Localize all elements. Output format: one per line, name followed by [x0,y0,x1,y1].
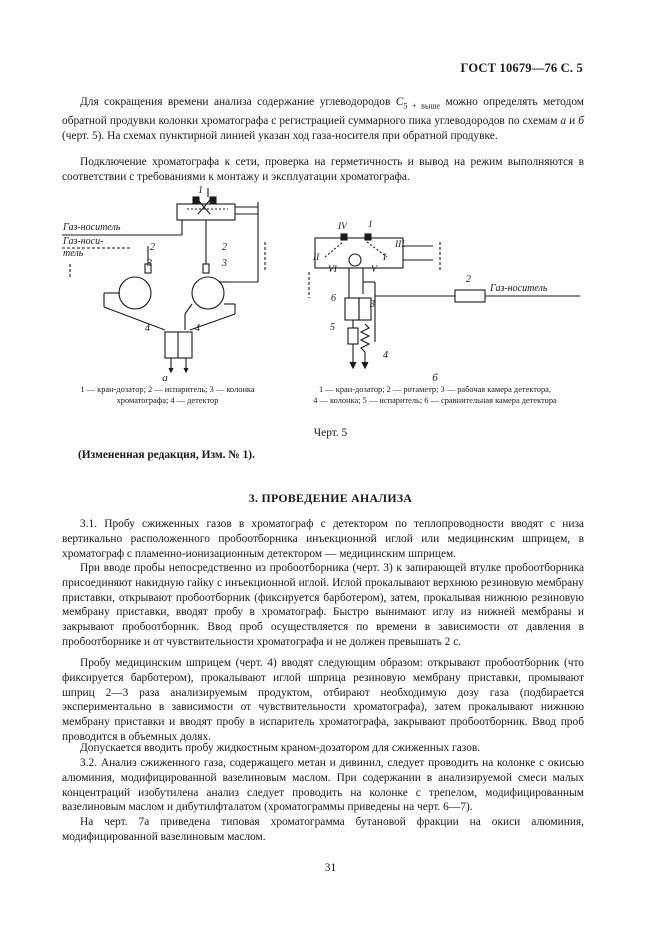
scheme-a-letter: а [162,372,168,384]
section-title: 3. ПРОВЕДЕНИЕ АНАЛИЗА [248,491,413,505]
scheme-b-diagram [305,212,585,377]
scheme-a-evaporator-right [203,264,209,273]
paragraph-7a: На черт. 7а приведена типовая хроматограмма бутановой фракции на окиси алюминия, модифицированной вазелиновым маслом. [62,816,584,843]
scheme-a-dosing-valve [177,204,235,220]
scheme-a-caption: 1 — кран-дозатор; 2 — испаритель; 3 — колонка хроматографа; 4 — детектор [80,385,255,405]
page-header: ГОСТ 10679—76 С. 5 [460,61,583,75]
scheme-b-num-3: 3 [370,299,375,310]
paragraph-syringe: Пробу медицинским шприцем (черт. 4) вводят следующим образом: открывают пробоотборник (что фиксируется барботером), прокалывают иглой шприца резиновую мембрану приставки, промывают шприц 2—3 раза анализируемым продуктом, отбирают необходимую дозу газа (подбирается экспериментально в зависимости от чувствительности хроматографа), затем прокалывают нижнюю мембрану приставки и вводят пробу в испаритель хроматографа, закрывают пробоотборник. Ввод проб проводится в объемных долях. [62,657,584,743]
scheme-b-num-5: 5 [330,322,335,333]
figure-title: Черт. 5 [313,427,348,439]
paragraph-valve: Допускается вводить пробу жидкостным краном-дозатором для сжиженных газов. [80,742,481,754]
intro-paragraph-2: Подключение хроматографа к сети, проверка на герметичность и вывод на режим выполняются в соответствии с требованиями к монтажу и эксплуатации хроматографа. [62,156,584,183]
scheme-b-num-2: 2 [466,274,471,285]
scheme-a-num-3b: 3 [222,258,227,269]
scheme-a-num-2a: 2 [150,242,155,253]
scheme-b-detector-reference [345,298,359,320]
amendment-note: (Измененная редакция, Изм. № 1). [78,449,255,461]
scheme-b-evaporator [348,328,358,344]
scheme-b-caption: 1 — кран-дозатор; 2 — ротаметр; 3 — рабочая камера детектора, 4 — колонка; 5 — испаритель; 6 — сравнительная камера детектора [313,385,557,405]
scheme-a-diagram [60,182,290,382]
scheme-b-label-ii: II [313,253,320,263]
scheme-b-num-4: 4 [383,350,388,361]
paragraph-3-1: 3.1. Пробу сжиженных газов в хроматограф с детектором по теплопроводности вводят с низа вертикально расположенного пробоотборника инъекционной иглой или медицинским шприцем, в хроматограф с пламенно-ионизационным детектором — медицинским шприцем. [62,518,584,560]
scheme-b-num-6: 6 [331,293,336,304]
page-number: 31 [324,862,337,874]
scheme-b-rotameter [455,290,485,302]
scheme-a-num-1: 1 [198,185,203,196]
scheme-b-column [361,324,369,352]
scheme-a-num-3a: 3 [147,258,152,269]
scheme-a-num-4a: 4 [145,323,150,334]
scheme-b-label-1: 1 [368,220,373,230]
scheme-a-label-gas-carrier2a: Газ-носи- [63,236,104,247]
scheme-b-label-v: V [371,265,377,275]
scheme-b-letter: б [432,372,438,384]
scheme-a-num-4b: 4 [195,323,200,334]
scheme-b-dosing-valve [315,238,403,268]
scheme-b-label-iii: III [395,240,405,250]
intro-paragraph-1: Для сокращения времени анализа содержание углеводородов $C_{5 + выше}$ можно определять методом обратной продувки колонки хроматографа с регистрацией суммарного пика углеводородов по схемам а и б (черт. 5). На схемах пунктирной линией указан ход газа-носителя при обратной продувке. [62,96,585,142]
scheme-a-column-left [119,277,151,309]
paragraph-3-2: 3.2. Анализ сжиженного газа, содержащего метан и дивинил, следует проводить на колонке с окисью алюминия, модифицированной вазелиновым маслом. При содержании в анализируемой смеси малых концентраций изобутилена анализ следует проводить на колонке с трепелом, модифицированным вазелиновым маслом и дибутилфталатом (хроматограммы приведены на черт. 6—7). [62,757,584,814]
scheme-b-label-gas-carrier: Газ-носитель [490,283,548,294]
scheme-a-label-gas-carrier2b: тель [63,248,84,259]
scheme-a-column-right [192,277,224,309]
scheme-b-label-vi: VI [328,265,337,275]
paragraph-needle: При вводе пробы непосредственно из пробоотборника (черт. 3) к запирающей втулке пробоотборника присоединяют накидную гайку с инъекционной иглой. Иглой прокалывают верхнюю резиновую мембрану приставки, открывают пробоотборник (фиксируется барботером), затем, прокалывая нижнюю резиновую мембрану приставки, вводят пробу в хроматограф. Быстро вынимают иглу из нижней мембраны и закрывают пробоотборник. Ввод проб осуществляется по времени в зависимости от давления в пробоотборнике и от чувствительности хроматографа и не должен превышать 2 с. [62,562,584,648]
scheme-b-label-i: I [383,253,387,263]
scheme-a-label-gas-carrier: Газ-носитель [63,222,121,233]
scheme-a-num-2b: 2 [222,242,227,253]
scheme-b-label-iv: IV [338,222,347,232]
